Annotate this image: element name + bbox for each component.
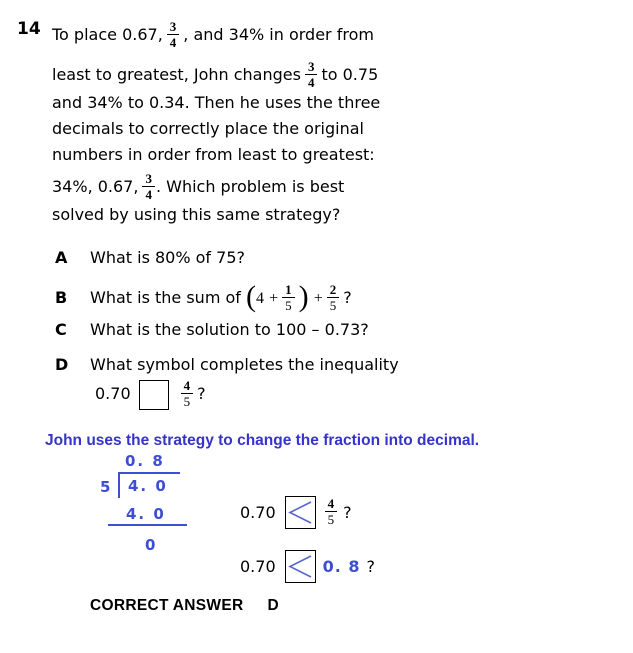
- correct-answer-label: CORRECT ANSWER: [90, 597, 244, 614]
- plus-sign: +: [269, 290, 279, 307]
- comparison-row-1: [240, 494, 352, 530]
- question-line-4: decimals to correctly place the original: [52, 119, 364, 138]
- question-line-5: numbers in order from least to greatest:: [52, 145, 375, 164]
- question-mark: ?: [343, 288, 352, 307]
- less-than-box: [285, 550, 316, 583]
- option-letter-a: A: [55, 248, 68, 267]
- question-number: 14: [17, 19, 41, 39]
- option-text-c: What is the solution to 100 – 0.73?: [90, 320, 369, 339]
- answer-box: [139, 380, 169, 410]
- question-mark: ?: [366, 556, 376, 576]
- long-division: [98, 452, 198, 560]
- division-dividend: 4. 0: [128, 477, 168, 495]
- comparison-right-value: 0. 8: [322, 556, 361, 576]
- question-line-6: [52, 173, 422, 202]
- division-quotient: 0. 8: [125, 452, 165, 470]
- fraction: $\frac{3}{4}$: [305, 60, 318, 89]
- option-letter-d: D: [55, 355, 69, 374]
- comparison-left-value: 0.70: [240, 502, 276, 522]
- question-line-2: [52, 61, 422, 90]
- division-divisor: 5: [100, 478, 113, 496]
- question-line-1: [52, 21, 422, 50]
- division-remainder: 0: [145, 536, 158, 554]
- question-text: , and 34% in order from: [183, 25, 374, 44]
- comparison-left-value: 0.70: [240, 556, 276, 576]
- correct-answer-value: D: [267, 597, 279, 614]
- option-d-value: 0.70: [95, 384, 131, 403]
- close-paren: ): [298, 279, 309, 313]
- comparison-row-2: [240, 548, 375, 584]
- question-text: . Which problem is best: [155, 177, 345, 196]
- solution-heading: John uses the strategy to change the fraction into decimal.: [45, 432, 480, 449]
- less-than-icon: [288, 499, 313, 526]
- plus-sign: +: [313, 290, 323, 307]
- division-bracket: [118, 472, 180, 498]
- question-line-3: and 34% to 0.34. Then he uses the three: [52, 93, 381, 112]
- question-mark: ?: [343, 502, 352, 522]
- fraction: $\frac{4}{5}$: [325, 497, 338, 526]
- question-text: least to greatest, John changes: [52, 65, 301, 84]
- question-mark: ?: [197, 384, 206, 403]
- fraction: $\frac{3}{4}$: [142, 172, 155, 201]
- question-text: 34%, 0.67,: [52, 177, 139, 196]
- question-text: to 0.75: [321, 65, 379, 84]
- less-than-box: [285, 496, 316, 529]
- fraction: $\frac{2}{5}$: [327, 283, 340, 312]
- option-text-a: What is 80% of 75?: [90, 248, 245, 267]
- option-b-pre: What is the sum of: [90, 288, 241, 307]
- subtraction-line: [108, 524, 187, 526]
- fraction: $\frac{4}{5}$: [181, 379, 194, 408]
- option-letter-b: B: [55, 288, 68, 307]
- question-line-7: solved by using this same strategy?: [52, 205, 341, 224]
- fraction: $\frac{3}{4}$: [167, 20, 180, 49]
- correct-answer: [90, 597, 279, 615]
- option-text-d: What symbol completes the inequality: [90, 355, 399, 374]
- open-paren: (: [246, 279, 256, 313]
- option-letter-c: C: [55, 320, 67, 339]
- question-text: To place 0.67,: [52, 25, 163, 44]
- option-text-b: [90, 280, 352, 316]
- option-d-inequality: [95, 375, 206, 413]
- division-subtrahend: 4. 0: [126, 505, 166, 523]
- less-than-icon: [288, 553, 313, 580]
- option-b-term: 4: [256, 290, 264, 307]
- fraction: $\frac{1}{5}$: [282, 283, 295, 312]
